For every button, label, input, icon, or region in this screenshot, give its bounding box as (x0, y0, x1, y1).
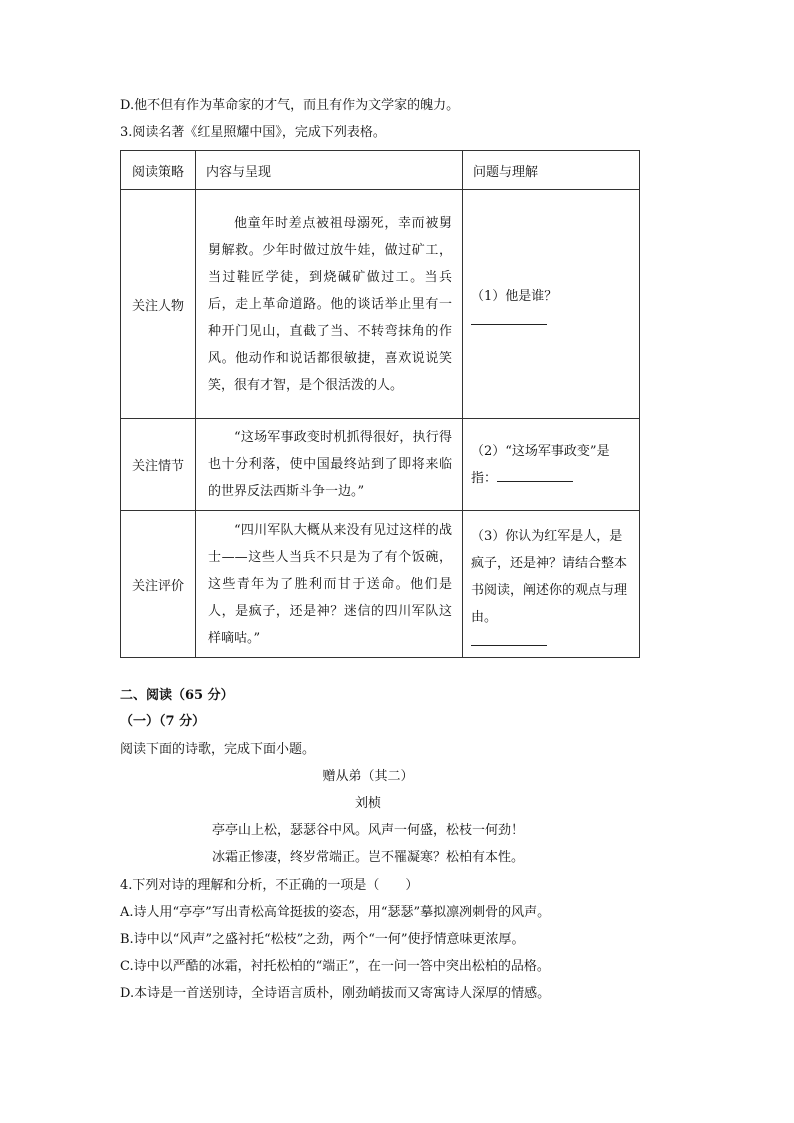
table-header-row (121, 151, 640, 190)
answer-blank[interactable] (471, 310, 547, 325)
question-3 (463, 519, 639, 650)
option-c[interactable]: C.诗中以严酷的冰霜，衬托松柏的“端正”，在一问一答中突出松柏的品格。 (120, 959, 550, 974)
row-strategy: 关注人物 (121, 190, 196, 419)
row-strategy: 关注情节 (121, 419, 196, 511)
content-text: 他童年时差点被祖母溺死，幸而被舅舅解救。少年时做过放牛娃，做过矿工，当过鞋匠学徒，到烧碱矿做过工。当兵后，走上革命道路。他的谈话举止里有一种开门见山，直截了当、不转弯抹角的作风。他动作和说话都很敏捷，喜欢说说笑笑，很有才智，是个很活泼的人。 (208, 215, 452, 393)
question-text: （2）“这场军事政变”是指： (471, 443, 610, 486)
question-2 (463, 434, 639, 496)
table-row (121, 419, 640, 511)
question-text: （3）你认为红军是人，是疯子，还是神？请结合整本书阅读，阐述你的观点与理由。 (471, 528, 628, 625)
reading-instruction: 阅读下面的诗歌，完成下面小题。 (120, 742, 316, 757)
answer-blank[interactable] (497, 467, 573, 482)
section-heading: 二、阅读（65 分） (120, 688, 234, 703)
row-question-cell (463, 190, 640, 419)
option-d-text: D.他不但有作为革命家的才气，而且有作为文学家的魄力。 (120, 98, 460, 113)
poem-author: 刘桢 (354, 796, 381, 811)
header-strategy: 阅读策略 (121, 151, 196, 190)
row-content (196, 190, 463, 419)
table-row (121, 511, 640, 658)
row-content (196, 511, 463, 658)
option-a[interactable]: A.诗人用“亭亭”写出青松高耸挺拔的姿态，用“瑟瑟”摹拟凛冽刺骨的风声。 (120, 905, 551, 920)
header-question: 问题与理解 (463, 151, 640, 190)
row-strategy: 关注评价 (121, 511, 196, 658)
poem-line-2: 冰霜正惨凄，终岁常端正。岂不罹凝寒？松柏有本性。 (211, 850, 524, 865)
row-question-cell (463, 511, 640, 658)
part-heading: （一）（7 分） (120, 714, 206, 729)
option-b[interactable]: B.诗中以“风声”之盛衬托“松枝”之劲，两个“一何”使抒情意味更浓厚。 (120, 932, 525, 947)
poem-line-1: 亭亭山上松，瑟瑟谷中风。风声一何盛，松枝一何劲！ (211, 823, 524, 838)
answer-blank[interactable] (471, 631, 547, 646)
header-content: 内容与呈现 (196, 151, 463, 190)
question-text: （1）他是谁？ (471, 289, 558, 304)
content-text: “这场军事政变时机抓得很好，执行得也十分利落，使中国最终站到了即将来临的世界反法西斯斗争一边。” (208, 430, 452, 499)
row-content (196, 419, 463, 511)
row-question-cell (463, 419, 640, 511)
content-text: “四川军队大概从来没有见过这样的战士——这些人当兵不只是为了有个饭碗，这些青年为了胜利而甘于送命。他们是人，是疯子，还是神？迷信的四川军队这样嘀咕。” (208, 522, 452, 646)
question-1 (463, 279, 639, 329)
question-3-stem: 3.阅读名著《红星照耀中国》，完成下列表格。 (120, 125, 386, 140)
poem-title: 赠从弟（其二） (322, 769, 414, 784)
option-d[interactable]: D.本诗是一首送别诗，全诗语言质朴，刚劲峭拔而又寄寓诗人深厚的情感。 (120, 986, 551, 1001)
question-4-stem: 4.下列对诗的理解和分析，不正确的一项是（ ） (120, 878, 419, 893)
table-row (121, 190, 640, 419)
reading-table (120, 150, 640, 658)
